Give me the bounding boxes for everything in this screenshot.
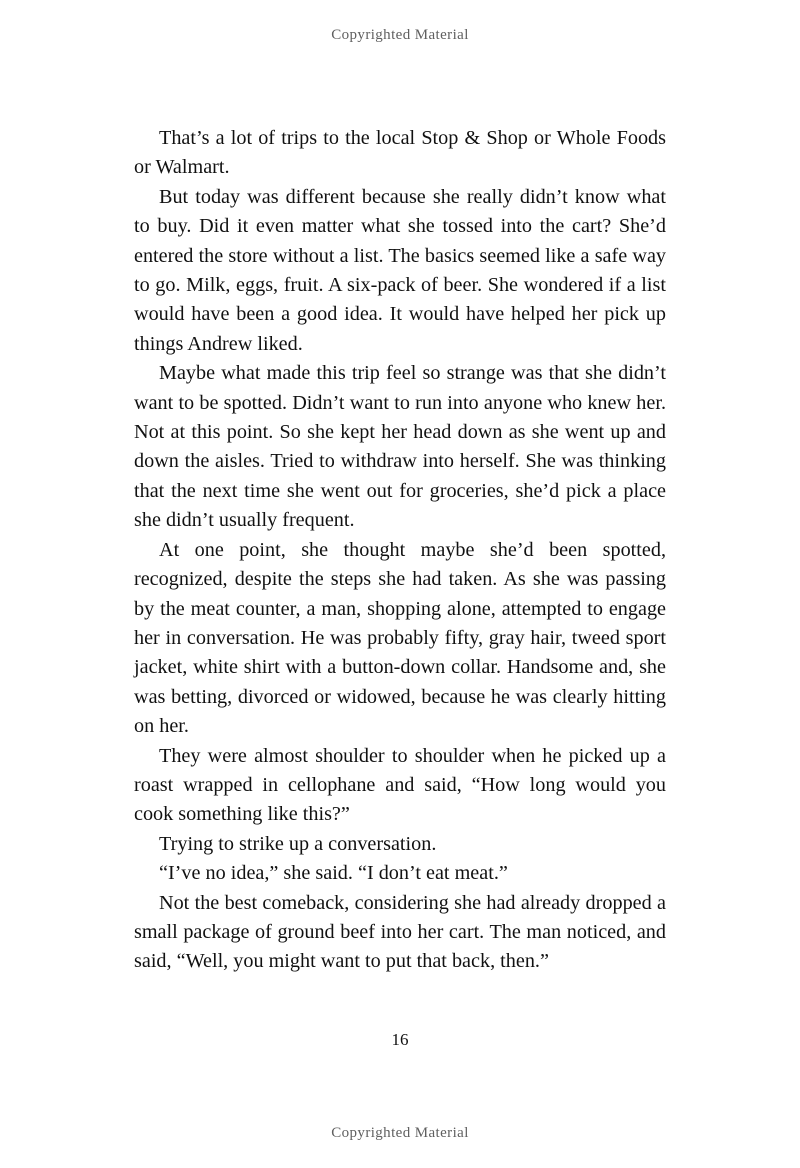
page-body-text (134, 124, 666, 977)
paragraph: That’s a lot of trips to the local Stop & Shop or Whole Foods or Walmart. (134, 127, 666, 179)
paragraph: Not the best comeback, considering she had already dropped a small package of ground beef into her cart. The man noticed, and said, “Well, you might want to put that back, then.” (134, 891, 666, 973)
paragraph: Trying to strike up a conversation. (159, 832, 437, 855)
paragraph: “I’ve no idea,” she said. “I don’t eat meat.” (159, 862, 508, 885)
paragraph: At one point, she thought maybe she’d been spotted, recognized, despite the steps she had taken. As she was passing by the meat counter, a man, shopping alone, attempted to engage her in conversation. He was probably fifty, gray hair, tweed sport jacket, white shirt with a button-down collar. Handsome and, she was betting, divorced or widowed, because he was clearly hitting on her. (134, 538, 666, 738)
paragraph: Maybe what made this trip feel so strange was that she didn’t want to be spotted. Didn’t want to run into anyone who knew her. Not at this point. So she kept her head down as she went up and down the aisles. Tried to withdraw into herself. She was thinking that the next time she went out for groceries, she’d pick a place she didn’t usually frequent. (134, 362, 666, 532)
copyright-watermark-bottom: Copyrighted Material (331, 1125, 469, 1141)
copyright-watermark-top: Copyrighted Material (331, 27, 469, 43)
paragraph: But today was different because she really didn’t know what to buy. Did it even matter what she tossed into the cart? She’d entered the store without a list. The basics seemed like a safe way to go. Milk, eggs, fruit. A six-pack of beer. She wondered if a list would have been a good idea. It would have helped her pick up things Andrew liked. (134, 185, 666, 355)
page-number: 16 (391, 1030, 409, 1049)
paragraph: They were almost shoulder to shoulder when he picked up a roast wrapped in cellophane and said, “How long would you cook something like this?” (134, 744, 666, 826)
